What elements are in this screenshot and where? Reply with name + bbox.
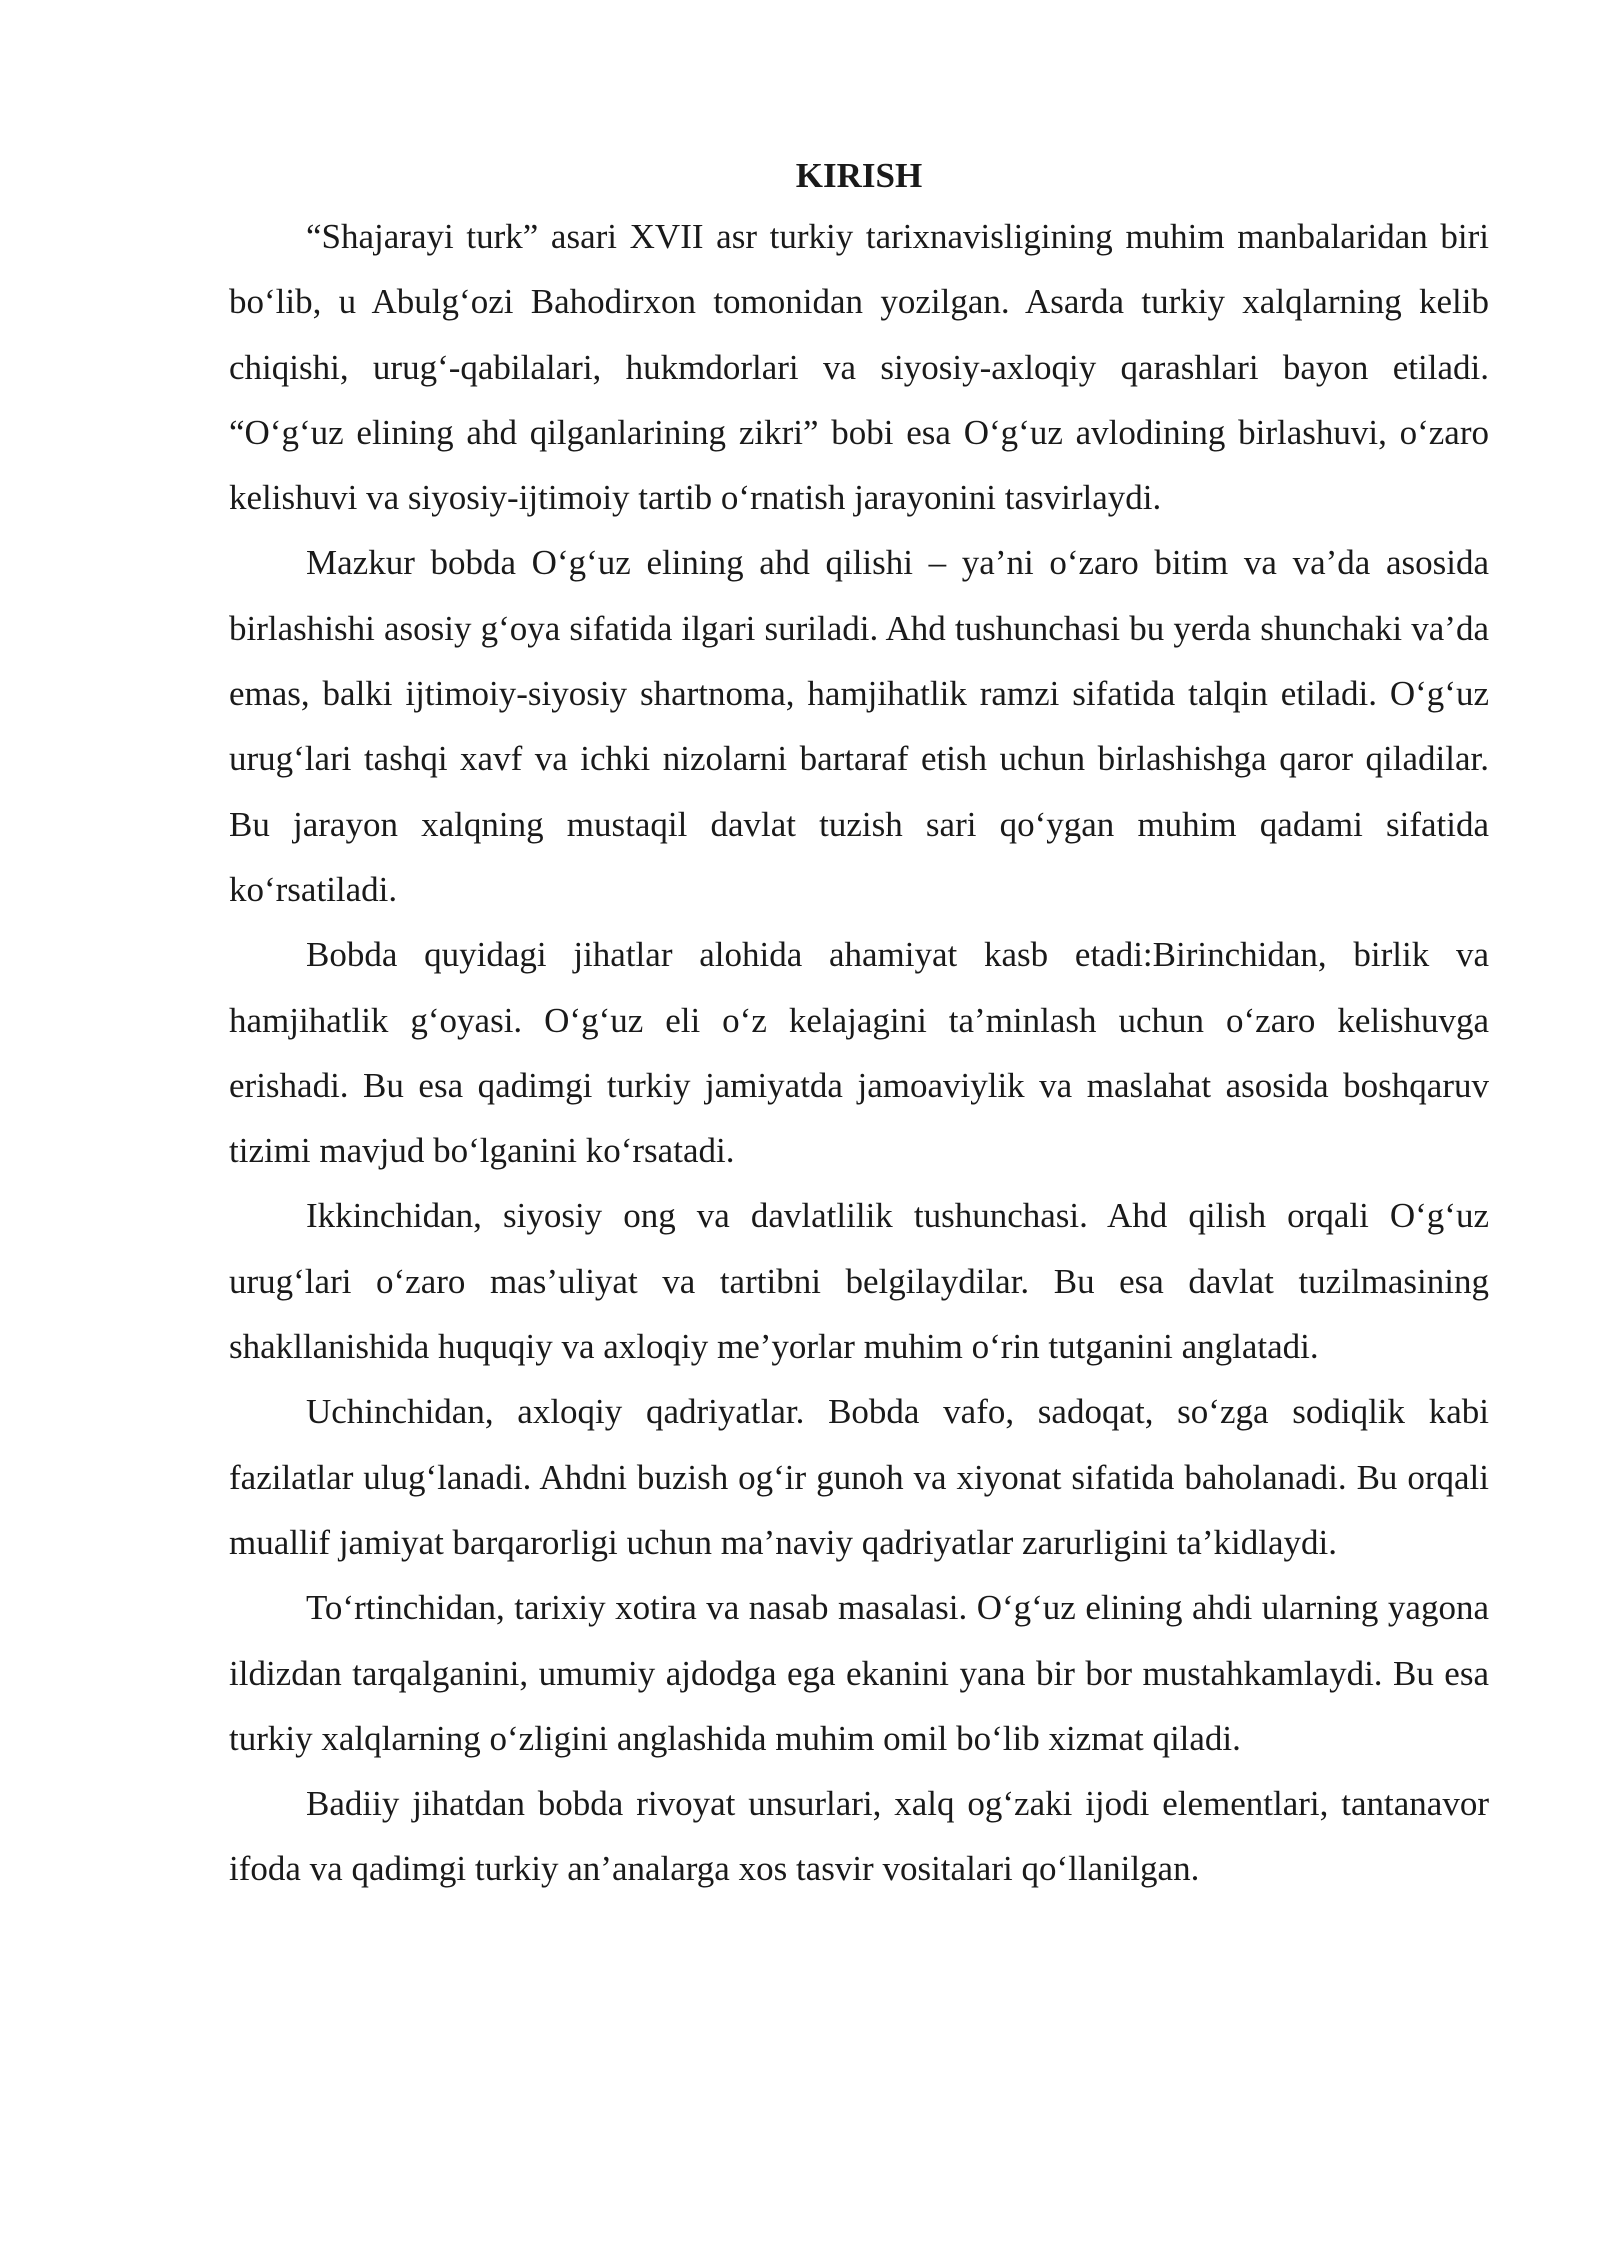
- page-title: KIRISH: [795, 156, 923, 195]
- document-body: [229, 148, 1489, 1902]
- paragraph-introduction: “Shajarayi turk” asari XVII asr turkiy tarixnavisligining muhim manbalaridan biri bo‘lib, u Abulg‘ozi Bahodirxon tomonidan yozilgan. Asarda turkiy xalqlarning kelib chiqishi, urug‘-qabilalari, hukmdorlari va siyosiy-axloqiy qarashlari bayon etiladi. “O‘g‘uz elining ahd qilganlarining zikri” bobi esa O‘g‘uz avlodining birlashuvi, o‘zaro kelishuvi va siyosiy-ijtimoiy tartib o‘rnatish jarayonini tasvirlaydi.: [229, 217, 1489, 518]
- paragraph-second-aspect: Ikkinchidan, siyosiy ong va davlatlilik tushunchasi. Ahd qilish orqali O‘g‘uz urug‘lari o‘zaro mas’uliyat va tartibni belgilaydilar. Bu esa davlat tuzilmasining shakllanishida huquqiy va axloqiy me’yorlar muhim o‘rin tutganini anglatadi.: [229, 1196, 1489, 1367]
- paragraph-fourth-aspect: To‘rtinchidan, tarixiy xotira va nasab masalasi. O‘g‘uz elining ahdi ularning yagona ildizdan tarqalganini, umumiy ajdodga ega ekanini yana bir bor mustahkamlaydi. Bu esa turkiy xalqlarning o‘zligini anglashida muhim omil bo‘lib xizmat qiladi.: [229, 1588, 1489, 1758]
- paragraph-third-aspect: Uchinchidan, axloqiy qadriyatlar. Bobda vafo, sadoqat, so‘zga sodiqlik kabi fazilatlar ulug‘lanadi. Ahdni buzish og‘ir gunoh va xiyonat sifatida baholanadi. Bu orqali muallif jamiyat barqarorligi uchun ma’naviy qadriyatlar zarurligini ta’kidlaydi.: [229, 1392, 1489, 1562]
- paragraph-ahd-concept: Mazkur bobda O‘g‘uz elining ahd qilishi – ya’ni o‘zaro bitim va va’da asosida birlashishi asosiy g‘oya sifatida ilgari suriladi. Ahd tushunchasi bu yerda shunchaki va’da emas, balki ijtimoiy-siyosiy shartnoma, hamjihatlik ramzi sifatida talqin etiladi. O‘g‘uz urug‘lari tashqi xavf va ichki nizolarni bartaraf etish uchun birlashishga qaror qiladilar. Bu jarayon xalqning mustaqil davlat tuzish sari qo‘ygan muhim qadami sifatida ko‘rsatiladi.: [229, 543, 1489, 909]
- paragraph-first-aspect: Bobda quyidagi jihatlar alohida ahamiyat kasb etadi:Birinchidan, birlik va hamjihatlik g‘oyasi. O‘g‘uz eli o‘z kelajagini ta’minlash uchun o‘zaro kelishuvga erishadi. Bu esa qadimgi turkiy jamiyatda jamoaviylik va maslahat asosida boshqaruv tizimi mavjud bo‘lganini ko‘rsatadi.: [229, 935, 1489, 1171]
- paragraph-artistic-features: Badiiy jihatdan bobda rivoyat unsurlari, xalq og‘zaki ijodi elementlari, tantanavor ifoda va qadimgi turkiy an’analarga xos tasvir vositalari qo‘llanilgan.: [229, 1784, 1489, 1889]
